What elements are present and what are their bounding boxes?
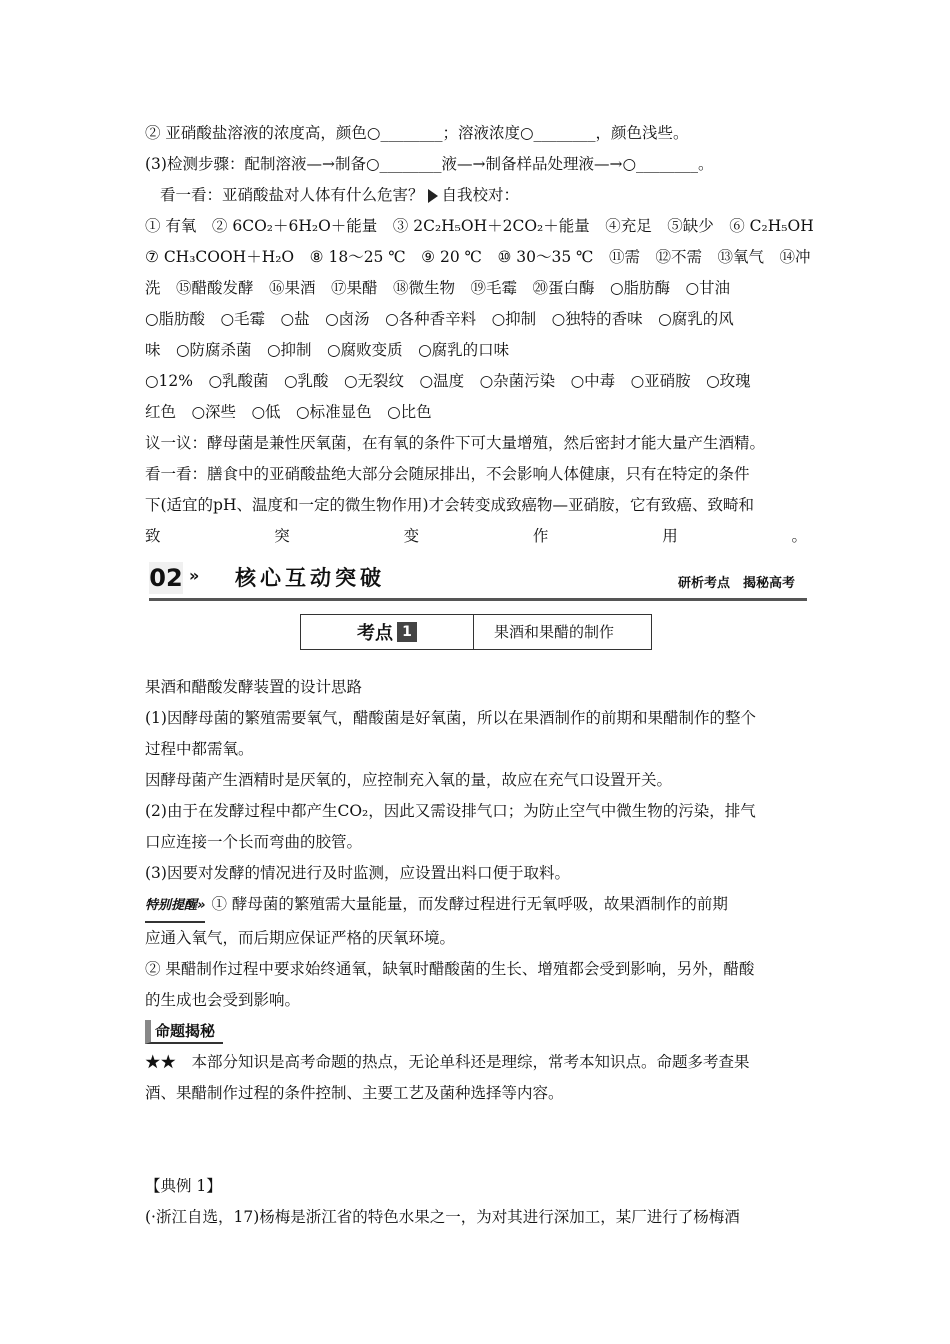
char: 变 <box>403 527 420 545</box>
kaodian-box <box>300 614 652 650</box>
answer-line: 红色 ○深些 ○低 ○标准显色 ○比色 <box>145 403 432 421</box>
body-line: 果酒和醋酸发酵装置的设计思路 <box>145 678 363 696</box>
answer-line: 洗 ⑮醋酸发酵 ⑯果酒 ⑰果醋 ⑱微生物 ⑲毛霉 ⑳蛋白酶 ○脂肪酶 ○甘油 <box>145 279 731 297</box>
tip-line: 的生成也会受到影响。 <box>145 991 301 1009</box>
tip-line: 应通入氧气，而后期应保证严格的厌氧环境。 <box>145 929 456 947</box>
arrow-icon <box>428 189 438 203</box>
char: 作 <box>532 527 549 545</box>
char: 用 <box>662 527 678 545</box>
mtjm-label: 命题揭秘 <box>145 1020 223 1044</box>
discuss-line: 议一议：酵母菌是兼性厌氧菌，在有氧的条件下可大量增殖，然后密封才能大量产生酒精。 <box>145 434 766 452</box>
example-line: (·浙江自选，17)杨梅是浙江省的特色水果之一，为对其进行深加工，某厂进行了杨梅酒 <box>145 1208 740 1226</box>
kaodian-label-cell <box>301 615 474 649</box>
section-raquo: » <box>189 566 200 585</box>
section-header <box>145 562 807 602</box>
mtjm-header <box>145 1016 807 1047</box>
kaodian-label: 考点 <box>357 623 393 644</box>
mtjm-line: 酒、果醋制作过程的条件控制、主要工艺及菌种选择等内容。 <box>145 1084 564 1102</box>
char: 。 <box>791 527 807 545</box>
section-number: 02 <box>149 564 183 592</box>
look-line: 看一看：膳食中的亚硝酸盐绝大部分会随尿排出，不会影响人体健康，只有在特定的条件 <box>145 465 750 483</box>
look-line-justified <box>145 521 807 552</box>
answer-line: ○12% ○乳酸菌 ○乳酸 ○无裂纹 ○温度 ○杂菌污染 ○中毒 ○亚硝胺 ○玫瑰 <box>145 372 751 390</box>
look-line: 下(适宜的pH、温度和一定的微生物作用)才会转变成致癌物—亚硝胺，它有致癌、致畸和 <box>145 496 755 514</box>
answer-line: 味 ○防腐杀菌 ○抑制 ○腐败变质 ○腐乳的口味 <box>145 341 510 359</box>
body-line: (1)因酵母菌的繁殖需要氧气，醋酸菌是好氧菌，所以在果酒制作的前期和果醋制作的整个 <box>145 709 756 727</box>
text-line: ② 亚硝酸盐溶液的浓度高，颜色○________；溶液浓度○________，颜色浅些。 <box>145 124 689 142</box>
answer-line: ⑦ CH₃COOH＋H₂O ⑧ 18～25 ℃ ⑨ 20 ℃ ⑩ 30～35 ℃ ⑪需 ⑫不需 ⑬氧气 ⑭冲 <box>145 248 811 266</box>
kaodian-number: 1 <box>397 622 417 642</box>
char: 突 <box>274 527 290 545</box>
kaodian-topic: 果酒和果醋的制作 <box>494 623 615 641</box>
tip-line <box>145 889 807 923</box>
kan-question: 看一看：亚硝酸盐对人体有什么危害？ <box>160 186 424 204</box>
page-content <box>145 118 814 1233</box>
example-label: 【典例 1】 <box>145 1177 222 1195</box>
body-line: 口应连接一个长而弯曲的胶管。 <box>145 833 363 851</box>
tip-line: ② 果醋制作过程中要求始终通氧，缺氧时醋酸菌的生长、增殖都会受到影响，另外，醋酸 <box>145 960 755 978</box>
char: 致 <box>145 527 161 545</box>
self-check-label: 自我校对： <box>441 186 520 204</box>
section-subtitle: 研析考点 揭秘高考 <box>677 576 795 591</box>
body-line: (2)由于在发酵过程中都产生CO₂，因此又需设排气口；为防止空气中微生物的污染，排气 <box>145 802 756 820</box>
tip-text: ① 酵母菌的繁殖需大量能量，而发酵过程进行无氧呼吸，故果酒制作的前期 <box>211 895 728 913</box>
text-line: (3)检测步骤：配制溶液—→制备○________液—→制备样品处理液—→○________。 <box>145 155 714 173</box>
tip-label: 特别提醒» <box>145 890 205 923</box>
body-line: 过程中都需氧。 <box>145 740 254 758</box>
section-rule <box>149 598 807 601</box>
answer-line: ① 有氧 ② 6CO₂＋6H₂O＋能量 ③ 2C₂H₅OH＋2CO₂＋能量 ④充足 ⑤缺少 ⑥ C₂H₅OH <box>145 217 814 235</box>
mtjm-line: ★★ 本部分知识是高考命题的热点，无论单科还是理综，常考本知识点。命题多考查果 <box>145 1053 750 1071</box>
body-line: 因酵母菌产生酒精时是厌氧的，应控制充入氧的量，故应在充气口设置开关。 <box>145 771 673 789</box>
kan-question-line <box>145 180 807 211</box>
body-line: (3)因要对发酵的情况进行及时监测，应设置出料口便于取料。 <box>145 864 570 882</box>
section-title: 核心互动突破 <box>235 566 385 590</box>
answer-line: ○脂肪酸 ○毛霉 ○盐 ○卤汤 ○各种香辛料 ○抑制 ○独特的香味 ○腐乳的风 <box>145 310 734 328</box>
